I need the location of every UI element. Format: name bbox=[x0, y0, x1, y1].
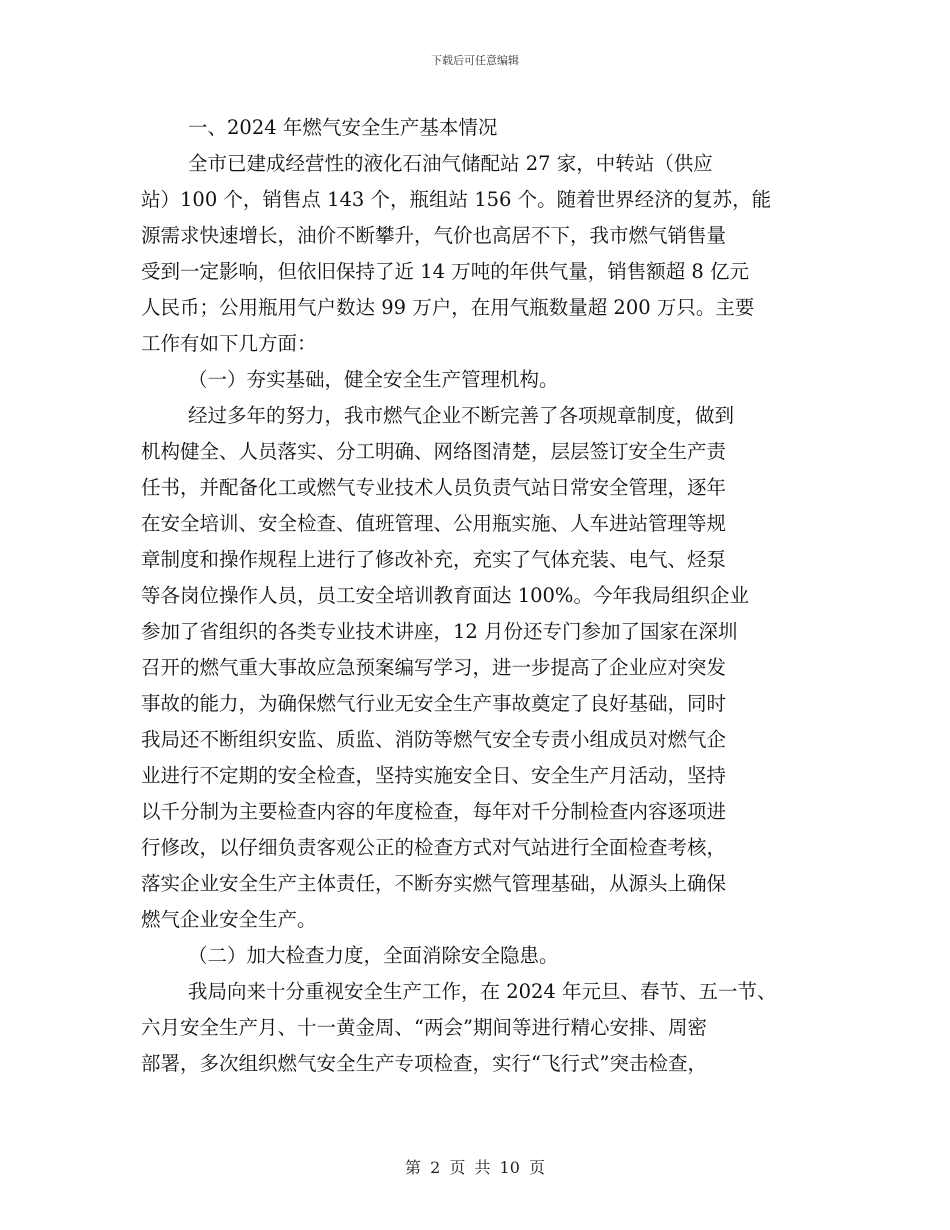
paragraph-line: 源需求快速增长，油价不断攀升，气价也高居不下，我市燃气销售量 bbox=[141, 224, 727, 247]
paragraph-line: 参加了省组织的各类专业技术讲座，12 月份还专门参加了国家在深圳 bbox=[141, 620, 738, 643]
paragraph-line: 我局向来十分重视安全生产工作，在 2024 年元旦、春节、五一节、 bbox=[188, 980, 777, 1003]
document-body bbox=[0, 110, 950, 1082]
paragraph-line: 我局还不断组织安监、质监、消防等燃气安全专责小组成员对燃气企 bbox=[141, 728, 727, 751]
page-number-footer: 第 2 页 共 10 页 bbox=[405, 1158, 545, 1177]
paragraph-line: 六月安全生产月、十一黄金周、“两会”期间等进行精心安排、周密 bbox=[141, 1016, 707, 1039]
paragraph-line: 以千分制为主要检查内容的年度检查，每年对千分制检查内容逐项进 bbox=[141, 800, 727, 823]
paragraph-line: 站）100 个，销售点 143 个，瓶组站 156 个。随着世界经济的复苏，能 bbox=[141, 188, 772, 211]
paragraph-line: 在安全培训、安全检查、值班管理、公用瓶实施、人车进站管理等规 bbox=[141, 512, 727, 535]
section-heading: 一、2024 年燃气安全生产基本情况 bbox=[188, 116, 498, 139]
subsection-heading: （一）夯实基础，健全安全生产管理机构。 bbox=[188, 368, 559, 391]
subsection-heading: （二）加大检查力度，全面消除安全隐患。 bbox=[188, 944, 559, 967]
paragraph-line: 落实企业安全生产主体责任，不断夯实燃气管理基础，从源头上确保 bbox=[141, 872, 727, 895]
page-header-note: 下载后可任意编辑 bbox=[431, 54, 519, 67]
paragraph-line: 全市已建成经营性的液化石油气储配站 27 家，中转站（供应 bbox=[188, 152, 713, 175]
paragraph-line: 部署，多次组织燃气安全生产专项检查，实行“飞行式”突击检查， bbox=[141, 1052, 707, 1075]
paragraph-line: 任书，并配备化工或燃气专业技术人员负责气站日常安全管理，逐年 bbox=[141, 476, 727, 499]
paragraph-line: 等各岗位操作人员，员工安全培训教育面达 100%。今年我局组织企业 bbox=[141, 584, 749, 607]
paragraph-line: 业进行不定期的安全检查，坚持实施安全日、安全生产月活动，坚持 bbox=[141, 764, 727, 787]
paragraph-line: 燃气企业安全生产。 bbox=[141, 908, 317, 931]
paragraph-line: 章制度和操作规程上进行了修改补充，充实了气体充装、电气、烃泵 bbox=[141, 548, 727, 571]
paragraph-line: 事故的能力，为确保燃气行业无安全生产事故奠定了良好基础，同时 bbox=[141, 692, 727, 715]
paragraph-line: 工作有如下几方面： bbox=[141, 332, 317, 355]
paragraph-line: 受到一定影响，但依旧保持了近 14 万吨的年供气量，销售额超 8 亿元 bbox=[141, 260, 750, 283]
paragraph-line: 人民币；公用瓶用气户数达 99 万户，在用气瓶数量超 200 万只。主要 bbox=[141, 296, 755, 319]
paragraph-line: 机构健全、人员落实、分工明确、网络图清楚，层层签订安全生产责 bbox=[141, 440, 727, 463]
paragraph-line: 行修改，以仔细负责客观公正的检查方式对气站进行全面检查考核， bbox=[141, 836, 727, 859]
paragraph-line: 召开的燃气重大事故应急预案编写学习，进一步提高了企业应对突发 bbox=[141, 656, 727, 679]
paragraph-line: 经过多年的努力，我市燃气企业不断完善了各项规章制度，做到 bbox=[188, 404, 735, 427]
